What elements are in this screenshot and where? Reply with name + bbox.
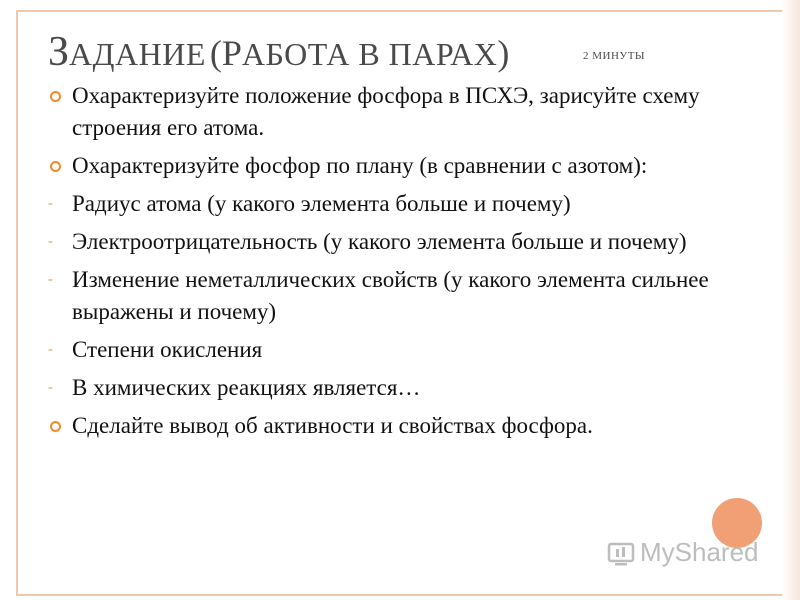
list-item — [46, 410, 726, 442]
myshared-watermark[interactable] — [606, 537, 759, 568]
list-item — [46, 188, 726, 220]
list-item-text: Радиус атома (у какого элемента больше и почему) — [72, 191, 571, 216]
title-paren-rest: АБОТА В ПАРАХ — [241, 36, 498, 72]
list-item — [46, 264, 726, 328]
title-paren-initial: Р — [221, 33, 242, 73]
dash-bullet: - — [48, 272, 53, 287]
dash-bullet: - — [48, 196, 53, 211]
list-item-text: В химических реакциях является… — [72, 375, 421, 400]
title-paren-close: ) — [497, 33, 510, 73]
task-list — [46, 80, 726, 448]
watermark-text: MyShared — [640, 537, 759, 567]
myshared-logo-icon — [606, 538, 636, 568]
title-initial: З — [48, 29, 70, 75]
list-item — [46, 150, 726, 182]
dash-bullet: - — [48, 342, 53, 357]
list-item-text: Охарактеризуйте фосфор по плану (в сравнении с азотом): — [72, 153, 648, 178]
title-paren-open: ( — [209, 33, 222, 73]
list-item-text: Изменение неметаллических свойств (у какого элемента сильнее выражены и почему) — [72, 267, 709, 324]
list-item — [46, 372, 726, 404]
list-item-text: Охарактеризуйте положение фосфора в ПСХЭ, зарисуйте схему строения его атома. — [72, 83, 700, 140]
list-item — [46, 80, 726, 144]
list-item-text: Степени окисления — [72, 337, 263, 362]
list-item-text: Сделайте вывод об активности и свойствах фосфора. — [72, 413, 593, 438]
list-item-text: Электроотрицательность (у какого элемента больше и почему) — [72, 229, 687, 254]
slide-title — [48, 28, 509, 76]
list-item — [46, 226, 726, 258]
list-item — [46, 334, 726, 366]
dash-bullet: - — [48, 234, 53, 249]
slide-subtitle: 2 МИНУТЫ — [583, 50, 646, 62]
slide-edge-shadow — [782, 0, 800, 600]
title-rest: АДАНИЕ — [69, 36, 206, 72]
dash-bullet: - — [48, 380, 53, 395]
